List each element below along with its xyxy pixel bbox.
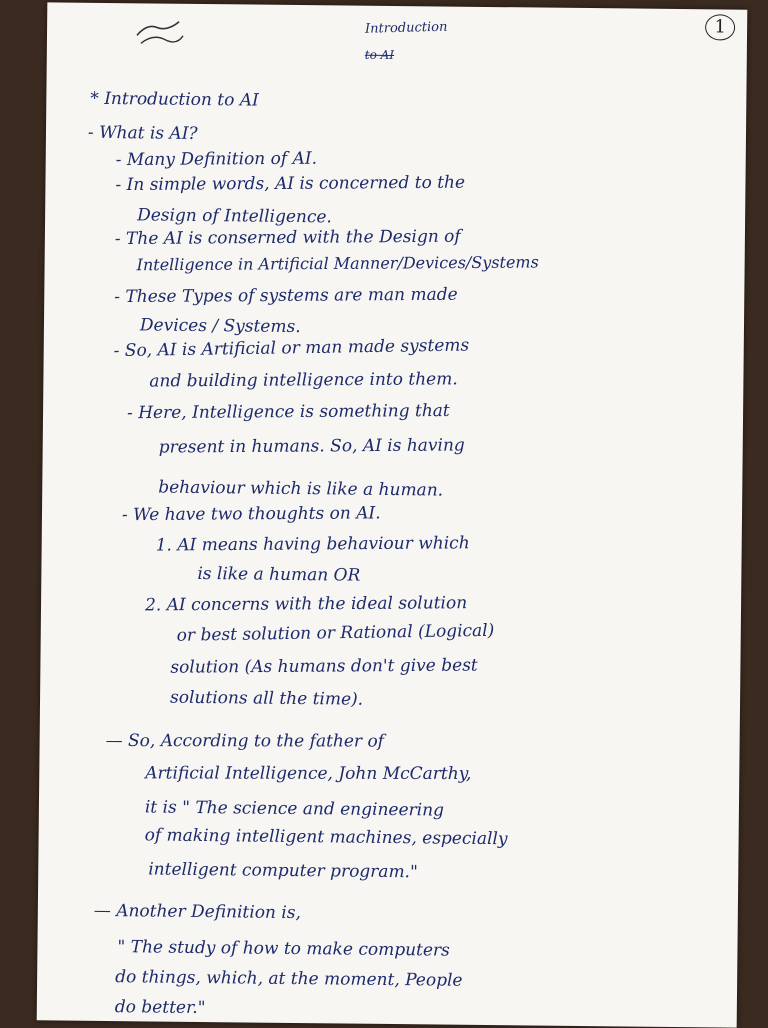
note-line-1: - What is AI? xyxy=(87,122,198,144)
note-line-16: is like a human OR xyxy=(197,563,361,586)
note-line-25: intelligent computer program." xyxy=(148,859,418,883)
note-line-3: - In simple words, AI is concerned to the xyxy=(115,172,466,196)
page-number: 1 xyxy=(705,14,735,40)
note-line-5: - The AI is conserned with the Design of xyxy=(114,226,461,250)
note-line-2: - Many Definition of AI. xyxy=(115,148,318,171)
note-line-20: solutions all the time). xyxy=(169,687,364,710)
note-line-27: " The study of how to make computers xyxy=(117,937,450,961)
note-line-19: solution (As humans don't give best xyxy=(170,655,478,678)
note-line-12: present in humans. So, AI is having xyxy=(158,435,465,458)
note-line-14: - We have two thoughts on AI. xyxy=(121,503,381,526)
note-line-13: behaviour which is like a human. xyxy=(158,477,444,501)
note-line-29: do better." xyxy=(114,997,206,1019)
note-line-28: do things, which, at the moment, People xyxy=(115,967,463,991)
page-title-line2: to AI xyxy=(364,47,395,62)
note-line-23: it is " The science and engineering xyxy=(144,797,445,821)
notebook-page xyxy=(37,2,748,1027)
note-line-10: and building intelligence into them. xyxy=(149,369,458,392)
note-line-17: 2. AI concerns with the ideal solution xyxy=(144,593,468,616)
note-line-11: - Here, Intelligence is something that xyxy=(126,400,450,424)
note-line-24: of making intelligent machines, especially xyxy=(144,825,508,850)
page-title-line1: Introduction xyxy=(364,19,448,37)
note-line-8: Devices / Systems. xyxy=(139,315,301,338)
note-line-18: or best solution or Rational (Logical) xyxy=(176,620,495,646)
note-line-21: — So, According to the father of xyxy=(105,731,385,752)
section-heading: * Introduction to AI xyxy=(90,88,259,111)
note-line-15: 1. AI means having behaviour which xyxy=(155,533,470,556)
pen-scribble xyxy=(135,13,185,48)
note-line-26: — Another Definition is, xyxy=(93,900,302,924)
note-line-6: Intelligence in Artificial Manner/Devices/Systems xyxy=(136,252,539,275)
note-line-9: - So, AI is Artificial or man made systems xyxy=(113,335,470,362)
note-line-22: Artificial Intelligence, John McCarthy, xyxy=(145,763,472,784)
note-line-7: - These Types of systems are man made xyxy=(114,284,458,308)
note-line-4: Design of Intelligence. xyxy=(137,205,332,228)
